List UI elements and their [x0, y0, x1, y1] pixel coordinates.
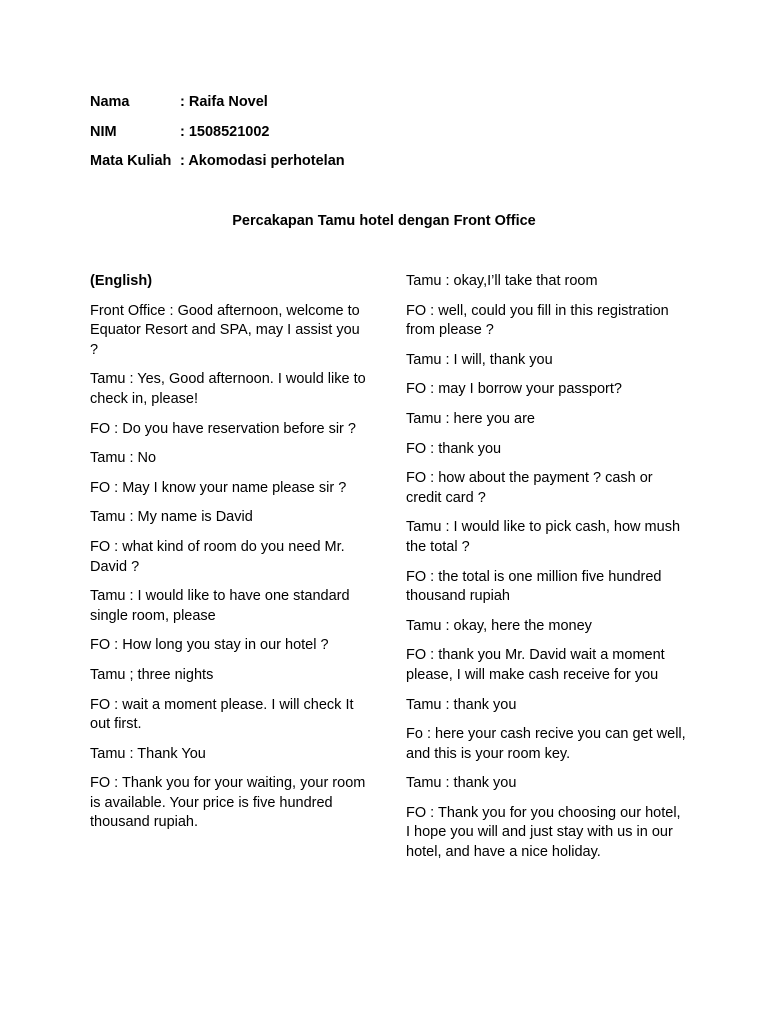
- dialogue-line: FO : how about the payment ? cash or credit card ?: [406, 470, 653, 506]
- dialogue-line: FO : How long you stay in our hotel ?: [90, 637, 329, 654]
- dialogue-line: Tamu : here you are: [406, 410, 535, 427]
- language-heading: (English): [90, 273, 153, 289]
- dialogue-line: Tamu : I would like to have one standard single room, please: [90, 588, 350, 624]
- dialogue-line: Fo : here your cash recive you can get well, and this is your room key.: [406, 726, 686, 762]
- header-label: Mata Kuliah: [90, 153, 172, 169]
- dialogue-line: FO : wait a moment please. I will check It out first.: [90, 696, 354, 733]
- left-dialogue-column: [90, 272, 370, 843]
- dialogue-line: Tamu : My name is David: [90, 509, 253, 526]
- dialogue-line: FO : thank you: [406, 440, 502, 457]
- dialogue-line: Tamu : okay, here the money: [406, 617, 592, 634]
- dialogue-line: FO : may I borrow your passport?: [406, 381, 622, 398]
- header-row-nim: [90, 122, 345, 152]
- dialogue-line: Tamu : thank you: [406, 775, 517, 792]
- dialogue-line: FO : Do you have reservation before sir ?: [90, 420, 356, 437]
- dialogue-line: FO : well, could you fill in this registration from please ?: [406, 302, 669, 339]
- header-row-nama: [90, 92, 345, 122]
- dialogue-line: Tamu : No: [90, 450, 157, 467]
- dialogue-line: FO : Thank you for you choosing our hotel, I hope you will and just stay with us in our hotel, and have a nice holiday.: [406, 804, 681, 861]
- student-info-header: [90, 92, 345, 181]
- header-label: Nama: [90, 94, 130, 110]
- dialogue-line: Tamu : Yes, Good afternoon. I would like to check in, please!: [90, 371, 366, 407]
- header-value: : 1508521002: [180, 123, 270, 140]
- header-row-mata-kuliah: [90, 151, 345, 181]
- dialogue-line: Tamu : I would like to pick cash, how mush the total ?: [406, 519, 681, 555]
- dialogue-line: Tamu : thank you: [406, 696, 517, 713]
- dialogue-line: Front Office : Good afternoon, welcome to Equator Resort and SPA, may I assist you ?: [90, 302, 360, 358]
- right-dialogue-column: [406, 272, 686, 873]
- header-value: : Akomodasi perhotelan: [180, 153, 345, 169]
- header-value: : Raifa Novel: [180, 94, 268, 110]
- dialogue-line: FO : May I know your name please sir ?: [90, 479, 347, 496]
- dialogue-line: Tamu : I will, thank you: [406, 351, 553, 368]
- dialogue-line: Tamu : Thank You: [90, 745, 206, 762]
- dialogue-line: Tamu ; three nights: [90, 666, 214, 683]
- dialogue-line: FO : Thank you for your waiting, your room is available. Your price is five hundred thousand rupiah.: [90, 775, 366, 831]
- dialogue-line: FO : what kind of room do you need Mr. David ?: [90, 538, 345, 575]
- dialogue-line: Tamu : okay,I’ll take that room: [406, 273, 598, 289]
- document-title: Percakapan Tamu hotel dengan Front Office: [232, 213, 536, 229]
- dialogue-line: FO : thank you Mr. David wait a moment please, I will make cash receive for you: [406, 647, 665, 683]
- header-label: NIM: [90, 123, 117, 140]
- dialogue-line: FO : the total is one million five hundred thousand rupiah: [406, 568, 662, 605]
